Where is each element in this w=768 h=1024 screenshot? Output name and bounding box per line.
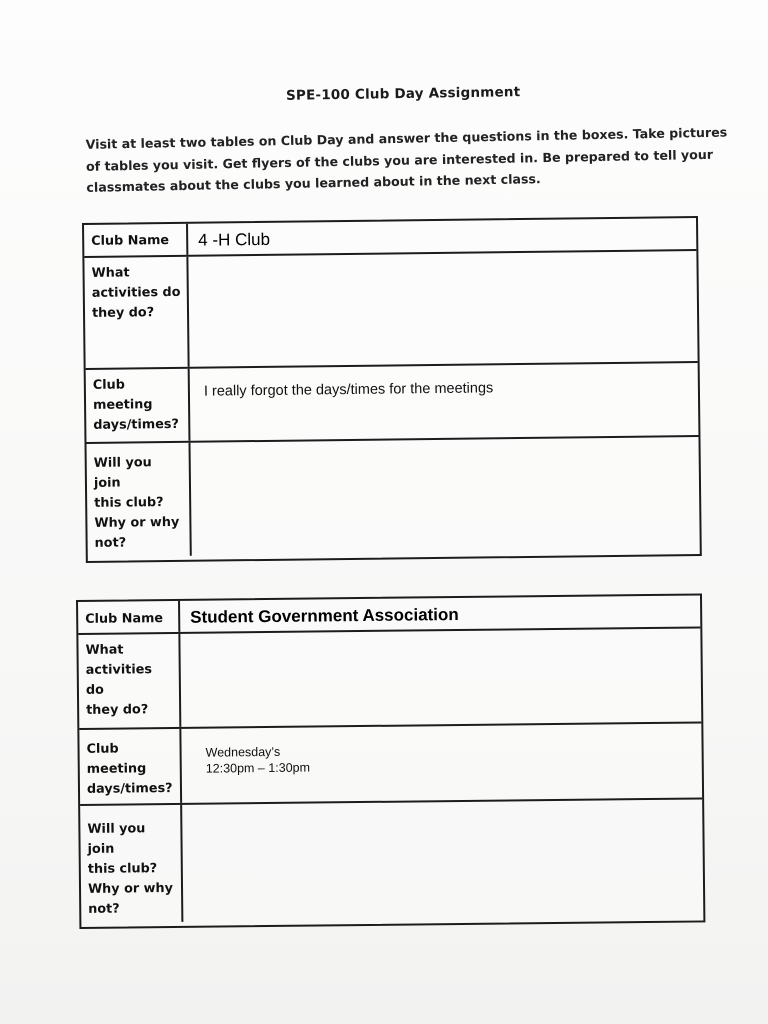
meeting-answer-line: Wednesday’s (205, 744, 281, 760)
join-label-line: this club? (94, 495, 164, 511)
join-label-line: not? (88, 901, 120, 917)
activities-label (84, 257, 189, 368)
document-title: SPE-100 Club Day Assignment (285, 84, 521, 104)
activities-label (78, 634, 181, 728)
club-name-label: Club Name (84, 224, 188, 256)
instructions-paragraph (85, 122, 728, 198)
activities-label-line: they do? (91, 305, 155, 321)
meeting-row (86, 363, 699, 444)
club-name-value[interactable]: Student Government Association (190, 604, 459, 627)
meeting-answer[interactable]: I really forgot the days/times for the meetings (203, 380, 494, 400)
meeting-label (86, 369, 191, 442)
meeting-label-line: days/times? (86, 780, 173, 797)
join-label-line: Will you join (87, 821, 146, 857)
meeting-label (79, 729, 182, 804)
meeting-label-line: meeting (86, 761, 147, 777)
activities-label-line: What (85, 642, 124, 658)
join-label (87, 443, 192, 557)
activities-answer[interactable] (180, 628, 701, 726)
join-label-line: not? (94, 535, 127, 551)
instructions-line: Visit at least two tables on Club Day and answer the questions in the boxes. Take pictures (85, 124, 728, 152)
activities-label-line: activities do (91, 284, 181, 301)
join-label-line: Why or why (94, 514, 180, 531)
instructions-line: classmates about the clubs you learned about in the next class. (86, 171, 541, 195)
join-row (87, 437, 700, 557)
join-label-line: Will you join (93, 455, 152, 491)
activities-label-line: activities do (85, 662, 153, 698)
activities-label-line: What (91, 265, 130, 281)
club-table-2 (76, 593, 705, 929)
meeting-row (79, 723, 702, 806)
join-answer[interactable] (182, 799, 703, 921)
meeting-label-line: meeting (92, 397, 153, 413)
meeting-answer[interactable] (181, 723, 702, 802)
club-table-1 (82, 216, 702, 563)
meeting-label-line: days/times? (93, 416, 179, 433)
join-row (80, 799, 703, 923)
instructions-line: of tables you visit. Get flyers of the clubs you are interested in. Be prepared to tell your (85, 146, 714, 174)
join-answer[interactable] (191, 437, 700, 556)
meeting-answer-line: 12:30pm – 1:30pm (205, 760, 311, 776)
join-label-line: this club? (87, 861, 158, 877)
join-label (80, 805, 183, 923)
activities-row (78, 628, 701, 730)
join-label-line: Why or why (87, 881, 173, 897)
club-name-value[interactable]: 4 -H Club (198, 229, 271, 250)
club-name-label: Club Name (78, 601, 180, 633)
meeting-label-line: Club (92, 377, 125, 393)
activities-label-line: they do? (86, 702, 149, 718)
meeting-label-line: Club (86, 741, 119, 757)
activities-answer[interactable] (188, 251, 697, 367)
activities-row (84, 251, 697, 370)
